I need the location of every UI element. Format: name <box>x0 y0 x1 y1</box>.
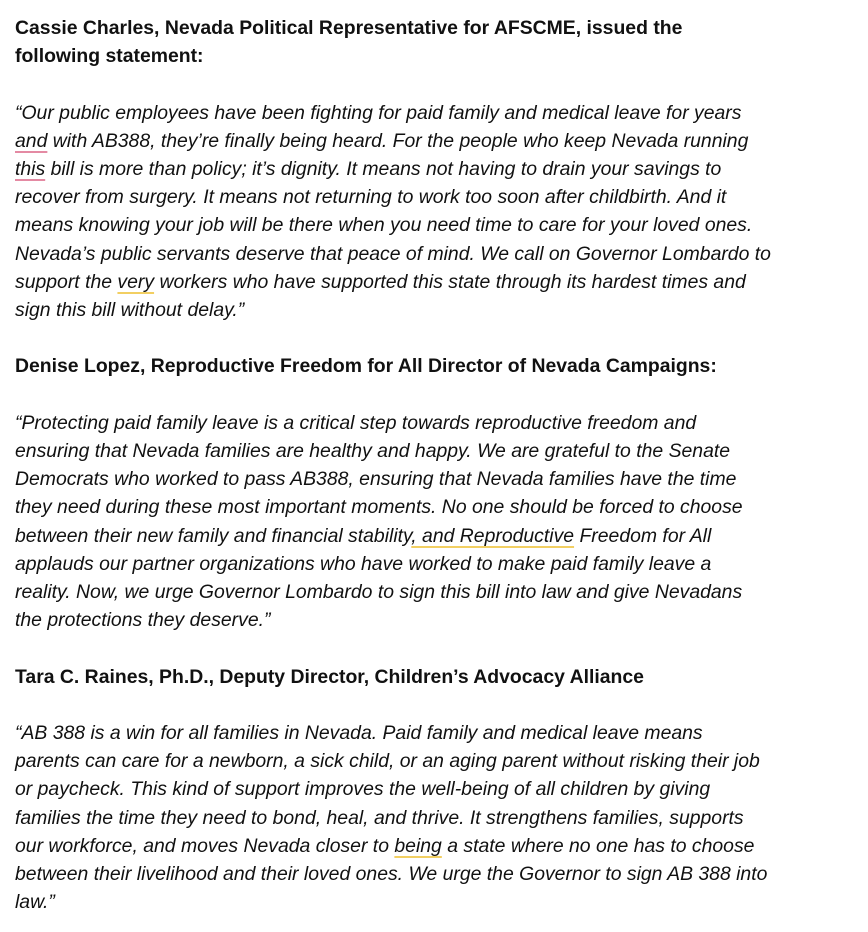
quote-line: they need during these most important moments. No one should be forced to choose <box>15 496 743 519</box>
statement-childrens-advocacy <box>15 663 853 917</box>
quote-line: support the very workers who have supported this state through its hardest times and <box>15 270 746 293</box>
quote-line: this bill is more than policy; it’s dignity. It means not having to drain your savings to <box>15 158 722 180</box>
quote-line: law.” <box>15 891 55 914</box>
quote-line: and with AB388, they’re finally being heard. For the people who keep Nevada running <box>15 129 749 152</box>
heading-line: following statement: <box>15 45 204 68</box>
quote-line: recover from surgery. It means not returning to work too soon after childbirth. And it <box>15 186 727 209</box>
quote-line: Democrats who worked to pass AB388, ensuring that Nevada families have the time <box>15 468 737 491</box>
heading-line: Cassie Charles, Nevada Political Representative for AFSCME, issued the <box>15 17 683 39</box>
quote-line: Nevada’s public servants deserve that peace of mind. We call on Governor Lombardo to <box>15 242 771 265</box>
style-suggestion-underline[interactable]: , and Reproductive <box>411 524 575 547</box>
heading-line: Tara C. Raines, Ph.D., Deputy Director, Children’s Advocacy Alliance <box>15 665 644 688</box>
statement-quote <box>15 409 853 635</box>
statement-afscme <box>15 14 853 324</box>
statement-heading <box>15 663 853 691</box>
statement-heading <box>15 14 853 70</box>
grammar-suggestion-underline[interactable]: this <box>15 158 46 180</box>
grammar-suggestion-underline[interactable]: and <box>15 129 48 152</box>
statement-reproductive-freedom <box>15 352 853 634</box>
statement-quote <box>15 719 853 916</box>
statement-heading <box>15 352 853 380</box>
quote-line: ensuring that Nevada families are healthy and happy. We are grateful to the Senate <box>15 440 731 462</box>
statement-quote <box>15 99 853 325</box>
quote-line: sign this bill without delay.” <box>15 299 245 322</box>
quote-line: reality. Now, we urge Governor Lombardo to sign this bill into law and give Nevadans <box>15 581 743 604</box>
quote-line: “Our public employees have been fighting for paid family and medical leave for years <box>15 101 742 124</box>
quote-line: our workforce, and moves Nevada closer to being a state where no one has to choose <box>15 834 755 857</box>
style-suggestion-underline[interactable]: being <box>394 834 442 857</box>
quote-line: between their new family and financial stability, and Reproductive Freedom for All <box>15 524 712 547</box>
quote-line: families the time they need to bond, heal, and thrive. It strengthens families, supports <box>15 806 744 829</box>
quote-line: “AB 388 is a win for all families in Nevada. Paid family and medical leave means <box>15 722 703 744</box>
heading-line: Denise Lopez, Reproductive Freedom for All Director of Nevada Campaigns: <box>15 355 717 378</box>
quote-line: “Protecting paid family leave is a critical step towards reproductive freedom and <box>15 411 697 434</box>
style-suggestion-underline[interactable]: very <box>117 270 155 293</box>
quote-line: parents can care for a newborn, a sick child, or an aging parent without risking their job <box>15 750 760 773</box>
quote-line: means knowing your job will be there when you need time to care for your loved ones. <box>15 214 753 237</box>
quote-line: or paycheck. This kind of support improves the well-being of all children by giving <box>15 778 711 801</box>
quote-line: applauds our partner organizations who have worked to make paid family leave a <box>15 552 712 575</box>
quote-line: the protections they deserve.” <box>15 609 271 632</box>
quote-line: between their livelihood and their loved ones. We urge the Governor to sign AB 388 into <box>15 863 768 886</box>
